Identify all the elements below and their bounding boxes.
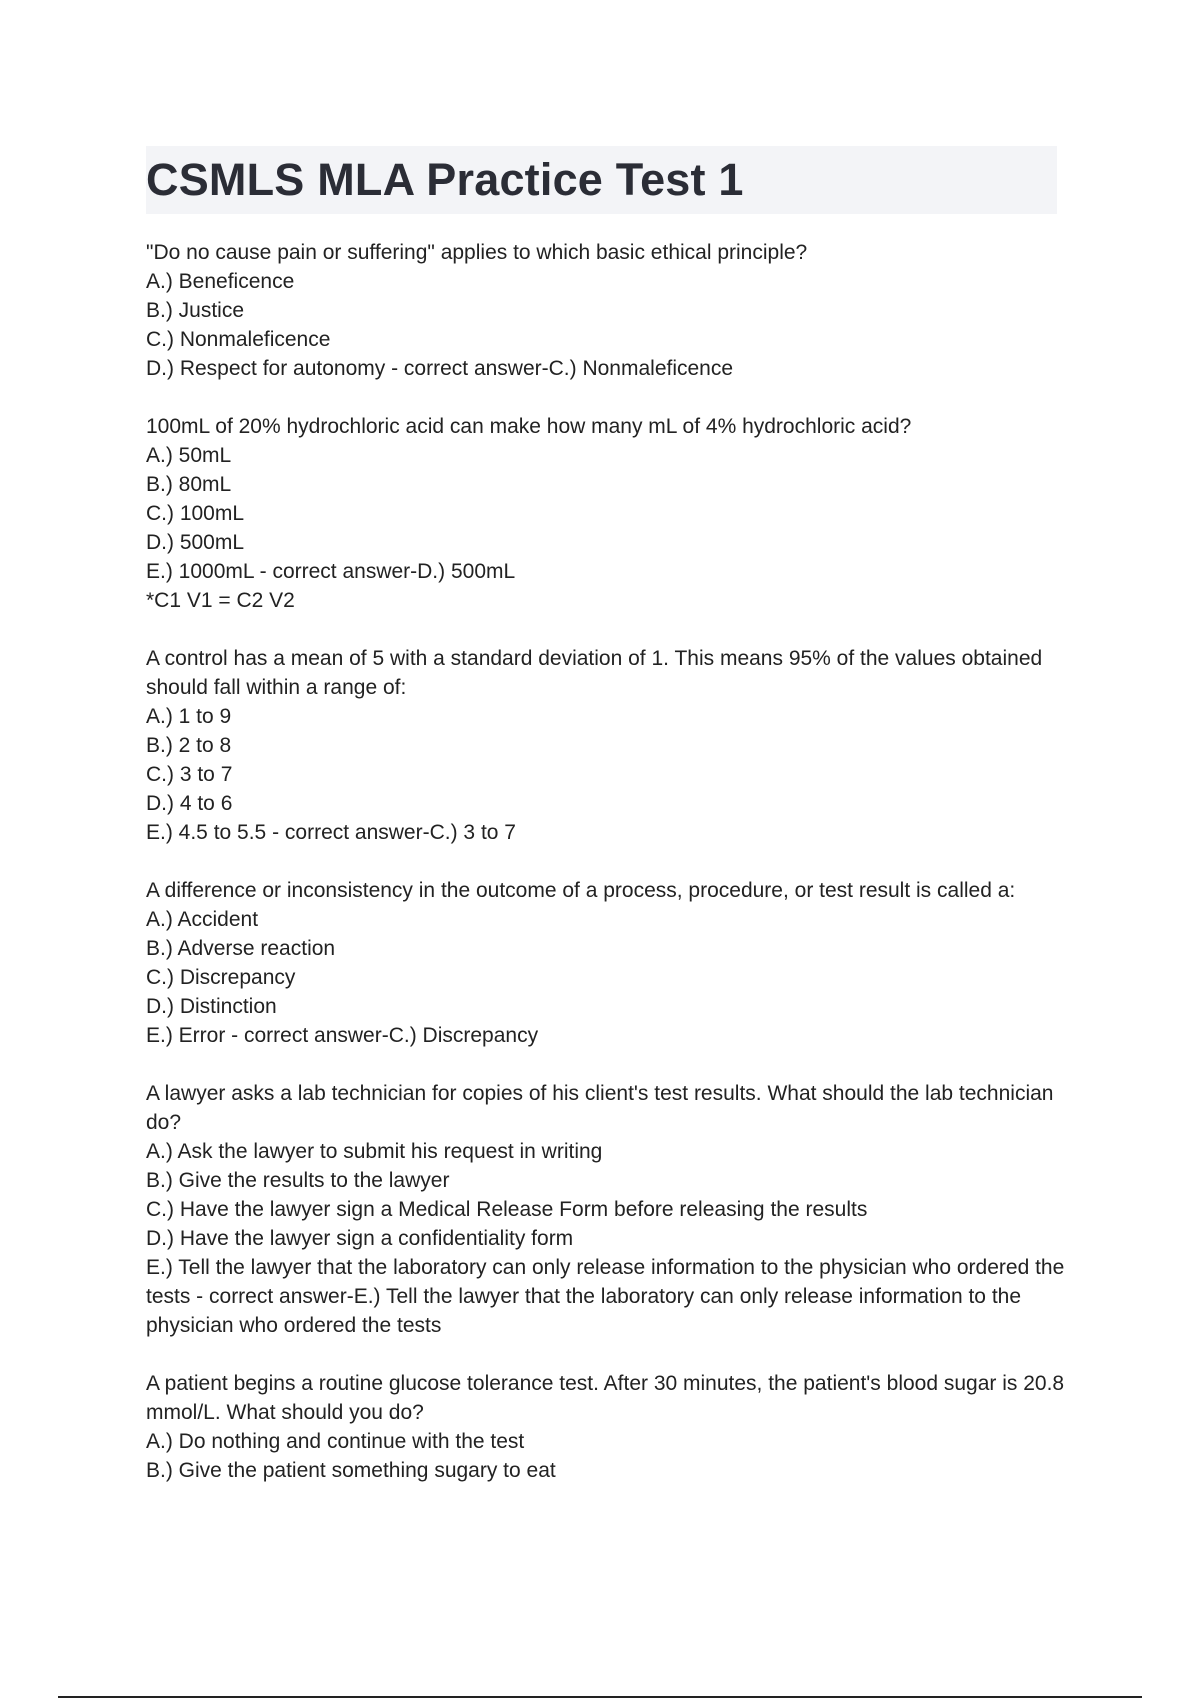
answer-option: A.) Accident: [146, 908, 259, 931]
question-block: [146, 876, 1066, 1050]
question-text: A difference or inconsistency in the outcome of a process, procedure, or test result is called a:: [146, 879, 1016, 902]
answer-option: B.) 2 to 8: [146, 734, 232, 757]
answer-option-with-correct-answer: E.) 1000mL - correct answer-D.) 500mL: [146, 560, 516, 583]
answer-option-with-correct-answer: E.) Tell the lawyer that the laboratory can only release information to the physician who ordered the tests - correct answer-E.) Tell the lawyer that the laboratory can only release information to the physician who ordered the tests: [146, 1256, 1065, 1337]
question-text: A lawyer asks a lab technician for copies of his client's test results. What should the lab technician do?: [146, 1082, 1054, 1134]
answer-option: B.) Give the patient something sugary to eat: [146, 1459, 556, 1482]
answer-option: B.) Adverse reaction: [146, 937, 336, 960]
question-text: A control has a mean of 5 with a standard deviation of 1. This means 95% of the values obtained should fall within a range of:: [146, 647, 1043, 699]
answer-note: *C1 V1 = C2 V2: [146, 589, 295, 612]
answer-option: D.) 4 to 6: [146, 792, 233, 815]
page-bottom-rule: [58, 1696, 1142, 1698]
question-text: A patient begins a routine glucose tolerance test. After 30 minutes, the patient's blood sugar is 20.8 mmol/L. What should you do?: [146, 1372, 1065, 1424]
answer-option: A.) 50mL: [146, 444, 232, 467]
answer-option: B.) Justice: [146, 299, 245, 322]
question-block: [146, 644, 1066, 847]
answer-option: A.) Beneficence: [146, 270, 295, 293]
question-block: [146, 238, 1066, 383]
answer-option: C.) 100mL: [146, 502, 245, 525]
answer-option: D.) Distinction: [146, 995, 277, 1018]
answer-option: C.) 3 to 7: [146, 763, 233, 786]
answer-option: C.) Discrepancy: [146, 966, 296, 989]
answer-option: C.) Nonmaleficence: [146, 328, 331, 351]
question-block: [146, 412, 1066, 615]
question-list: [146, 238, 1066, 1514]
answer-option-with-correct-answer: D.) Respect for autonomy - correct answer-C.) Nonmaleficence: [146, 357, 734, 380]
answer-option: D.) 500mL: [146, 531, 245, 554]
answer-option-with-correct-answer: E.) Error - correct answer-C.) Discrepancy: [146, 1024, 539, 1047]
answer-option: A.) Ask the lawyer to submit his request in writing: [146, 1140, 603, 1163]
question-text: 100mL of 20% hydrochloric acid can make how many mL of 4% hydrochloric acid?: [146, 415, 912, 438]
answer-option: C.) Have the lawyer sign a Medical Release Form before releasing the results: [146, 1198, 868, 1221]
question-text: "Do no cause pain or suffering" applies to which basic ethical principle?: [146, 241, 808, 264]
question-block: [146, 1369, 1066, 1485]
answer-option: B.) Give the results to the lawyer: [146, 1169, 450, 1192]
answer-option-with-correct-answer: E.) 4.5 to 5.5 - correct answer-C.) 3 to 7: [146, 821, 516, 844]
answer-option: A.) 1 to 9: [146, 705, 232, 728]
answer-option: D.) Have the lawyer sign a confidentiality form: [146, 1227, 574, 1250]
answer-option: B.) 80mL: [146, 473, 232, 496]
question-block: [146, 1079, 1066, 1340]
page-title: CSMLS MLA Practice Test 1: [146, 154, 744, 205]
answer-option: A.) Do nothing and continue with the test: [146, 1430, 525, 1453]
